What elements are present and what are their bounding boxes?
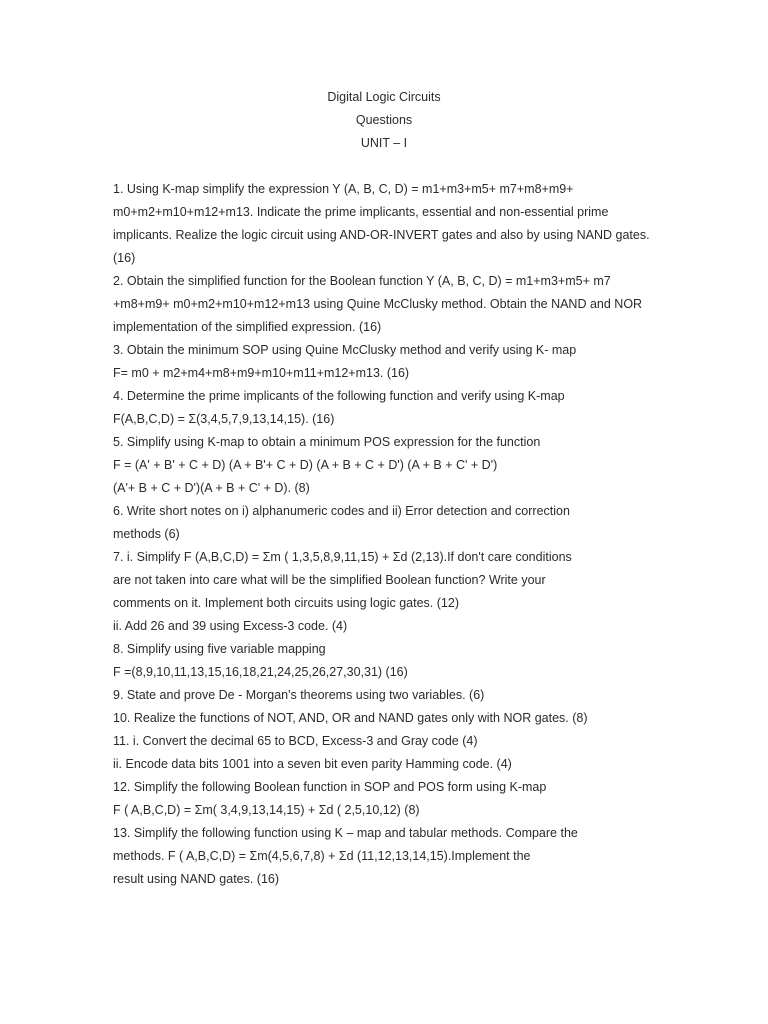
question-line: methods (6)	[113, 527, 180, 541]
question-line: are not taken into care what will be the simplified Boolean function? Write your	[113, 573, 546, 587]
question-line: 4. Determine the prime implicants of the following function and verify using K-map	[113, 389, 565, 403]
question-line: comments on it. Implement both circuits using logic gates. (12)	[113, 596, 459, 610]
question-line: 10. Realize the functions of NOT, AND, OR and NAND gates only with NOR gates. (8)	[113, 711, 588, 725]
question-line: F = (A' + B' + C + D) (A + B'+ C + D) (A + B + C + D') (A + B + C' + D')	[113, 458, 498, 472]
question-line: 7. i. Simplify F (A,B,C,D) = Σm ( 1,3,5,8,9,11,15) + Σd (2,13).If don't care conditions	[113, 550, 572, 564]
question-line: m0+m2+m10+m12+m13. Indicate the prime implicants, essential and non-essential prime	[113, 205, 609, 219]
question-line: F ( A,B,C,D) = Σm( 3,4,9,13,14,15) + Σd ( 2,5,10,12) (8)	[113, 803, 420, 817]
question-line: (16)	[113, 251, 136, 265]
question-line: F(A,B,C,D) = Σ(3,4,5,7,9,13,14,15). (16)	[113, 412, 335, 426]
question-line: result using NAND gates. (16)	[113, 872, 280, 886]
document-title: Digital Logic Circuits	[327, 90, 441, 104]
question-line: 5. Simplify using K-map to obtain a minimum POS expression for the function	[113, 435, 541, 449]
document-header	[0, 86, 768, 155]
question-line: (A'+ B + C + D')(A + B + C' + D). (8)	[113, 481, 310, 495]
question-line: 3. Obtain the minimum SOP using Quine McClusky method and verify using K- map	[113, 343, 577, 357]
question-line: implicants. Realize the logic circuit using AND-OR-INVERT gates and also by using NAND gates.	[113, 228, 650, 242]
question-line: 1. Using K-map simplify the expression Y (A, B, C, D) = m1+m3+m5+ m7+m8+m9+	[113, 182, 574, 196]
question-line: 8. Simplify using five variable mapping	[113, 642, 326, 656]
question-list	[113, 178, 673, 891]
unit-heading: UNIT – I	[360, 136, 408, 150]
document-subtitle: Questions	[355, 113, 413, 127]
question-line: ii. Encode data bits 1001 into a seven bit even parity Hamming code. (4)	[113, 757, 512, 771]
question-line: 11. i. Convert the decimal 65 to BCD, Excess-3 and Gray code (4)	[113, 734, 478, 748]
question-line: 13. Simplify the following function using K – map and tabular methods. Compare the	[113, 826, 578, 840]
question-line: 9. State and prove De - Morgan's theorems using two variables. (6)	[113, 688, 485, 702]
question-line: 12. Simplify the following Boolean function in SOP and POS form using K-map	[113, 780, 547, 794]
question-line: +m8+m9+ m0+m2+m10+m12+m13 using Quine McClusky method. Obtain the NAND and NOR	[113, 297, 643, 311]
question-line: F= m0 + m2+m4+m8+m9+m10+m11+m12+m13. (16)	[113, 366, 410, 380]
question-line: F =(8,9,10,11,13,15,16,18,21,24,25,26,27,30,31) (16)	[113, 665, 408, 679]
question-line: 6. Write short notes on i) alphanumeric codes and ii) Error detection and correction	[113, 504, 570, 518]
question-line: methods. F ( A,B,C,D) = Σm(4,5,6,7,8) + Σd (11,12,13,14,15).Implement the	[113, 849, 531, 863]
question-line: 2. Obtain the simplified function for the Boolean function Y (A, B, C, D) = m1+m3+m5+ m7	[113, 274, 611, 288]
question-line: ii. Add 26 and 39 using Excess-3 code. (4)	[113, 619, 348, 633]
question-line: implementation of the simplified expression. (16)	[113, 320, 382, 334]
